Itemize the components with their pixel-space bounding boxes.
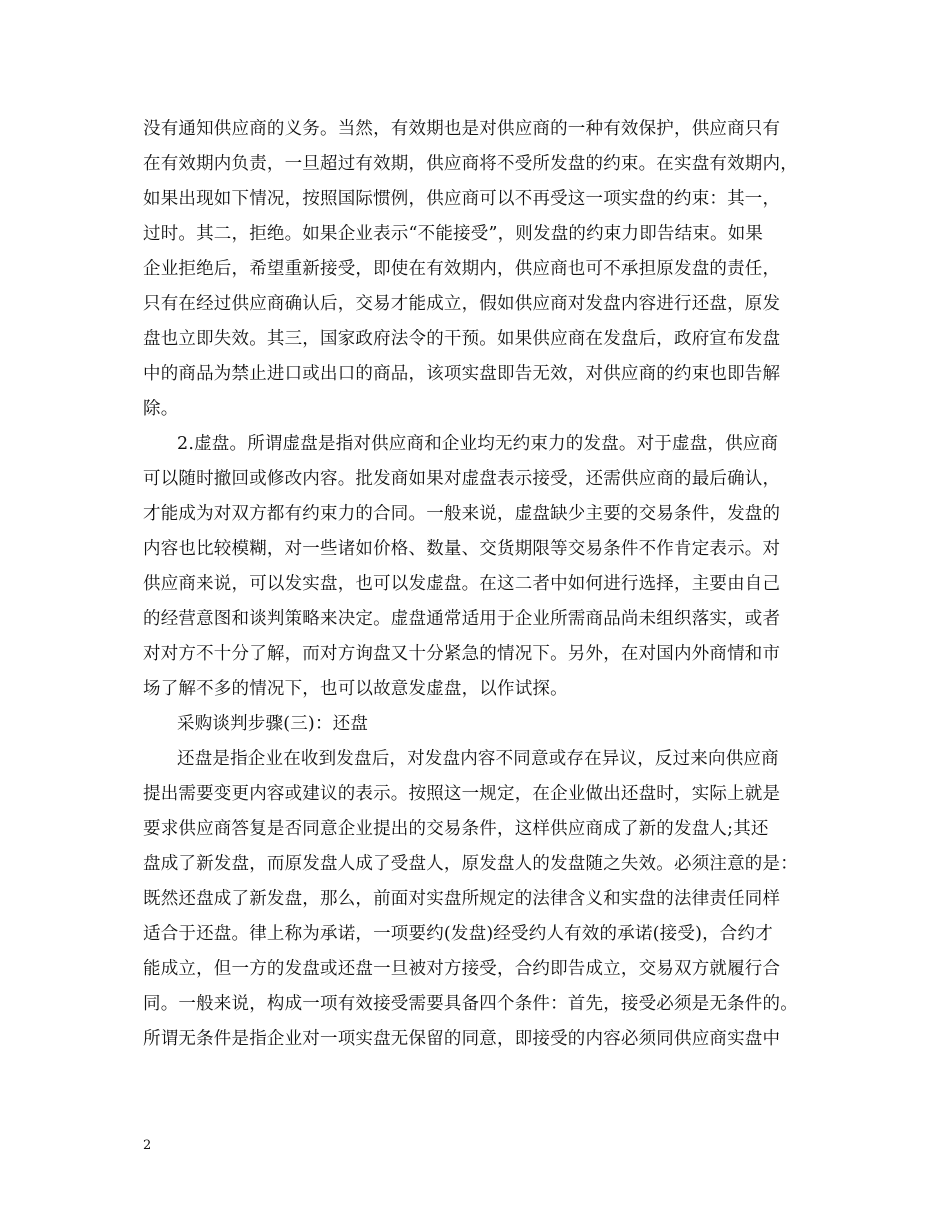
text-line: 内容也比较模糊，对一些诸如价格、数量、交货期限等交易条件不作肯定表示。对 [143, 539, 781, 559]
text-line: 没有通知供应商的义务。当然，有效期也是对供应商的一种有效保护，供应商只有 [143, 119, 781, 139]
text-line: 适合于还盘。律上称为承诺，一项要约(发盘)经受约人有效的承诺(接受)，合约才 [143, 924, 773, 944]
text-line: 盘成了新发盘，而原发盘人成了受盘人，原发盘人的发盘随之失效。必须注意的是： [143, 854, 798, 874]
text-line: 盘也立即失效。其三，国家政府法令的干预。如果供应商在发盘后，政府宣布发盘 [143, 329, 781, 349]
text-line: 的经营意图和谈判策略来决定。虚盘通常适用于企业所需商品尚未组织落实，或者 [143, 609, 781, 629]
section-heading: 采购谈判步骤(三)：还盘 [177, 714, 369, 734]
text-line: 对对方不十分了解，而对方询盘又十分紧急的情况下。另外，在对国内外商情和市 [143, 644, 781, 664]
text-line: 供应商来说，可以发实盘，也可以发虚盘。在这二者中如何进行选择，主要由自己 [143, 574, 781, 594]
text-line: 才能成为对双方都有约束力的合同。一般来说，虚盘缺少主要的交易条件，发盘的 [143, 504, 781, 524]
page-number: 2 [143, 1138, 152, 1153]
text-line: 企业拒绝后，希望重新接受，即使在有效期内，供应商也可不承担原发盘的责任， [143, 259, 781, 279]
text-line: 要求供应商答复是否同意企业提出的交易条件，这样供应商成了新的发盘人;其还 [143, 819, 769, 839]
text-line: 还盘是指企业在收到发盘后，对发盘内容不同意或存在异议，反过来向供应商 [177, 749, 779, 769]
text-line: 如果出现如下情况，按照国际惯例，供应商可以不再受这一项实盘的约束：其一， [143, 189, 781, 209]
text-line: 过时。其二，拒绝。如果企业表示“不能接受”，则发盘的约束力即告结束。如果 [143, 224, 764, 244]
text-line: 中的商品为禁止进口或出口的商品，该项实盘即告无效，对供应商的约束也即告解 [143, 364, 781, 384]
text-line: 能成立，但一方的发盘或还盘一旦被对方接受，合约即告成立，交易双方就履行合 [143, 959, 781, 979]
text-line: 既然还盘成了新发盘，那么，前面对实盘所规定的法律含义和实盘的法律责任同样 [143, 889, 781, 909]
text-line: 可以随时撤回或修改内容。批发商如果对虚盘表示接受，还需供应商的最后确认， [143, 469, 781, 489]
list-item-heading: 2.虚盘。所谓虚盘是指对供应商和企业均无约束力的发盘。对于虚盘，供应商 [177, 434, 779, 454]
text-line: 除。 [143, 399, 179, 419]
text-line: 提出需要变更内容或建议的表示。按照这一规定，在企业做出还盘时，实际上就是 [143, 784, 781, 804]
text-line: 场了解不多的情况下，也可以故意发虚盘，以作试探。 [143, 679, 568, 699]
text-line: 在有效期内负责，一旦超过有效期，供应商将不受所发盘的约束。在实盘有效期内， [143, 154, 798, 174]
text-line: 只有在经过供应商确认后，交易才能成立，假如供应商对发盘内容进行还盘，原发 [143, 294, 781, 314]
text-line: 所谓无条件是指企业对一项实盘无保留的同意，即接受的内容必须同供应商实盘中 [143, 1029, 781, 1049]
text-line: 同。一般来说，构成一项有效接受需要具备四个条件：首先，接受必须是无条件的。 [143, 994, 798, 1014]
